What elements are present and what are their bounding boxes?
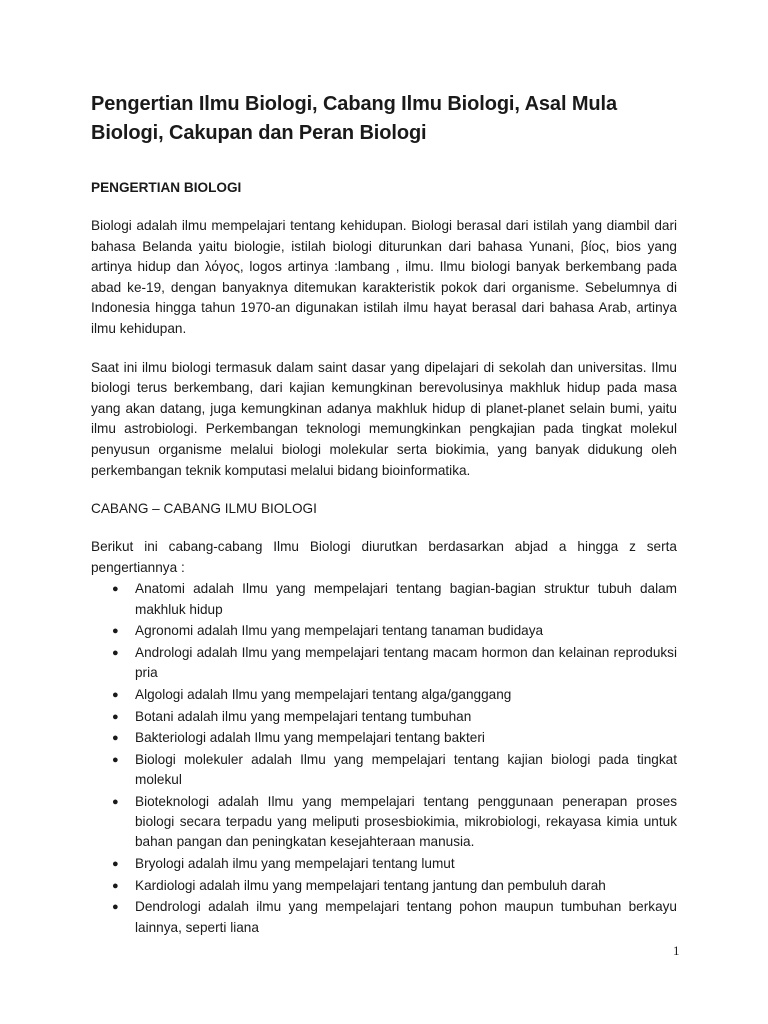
bullet-icon: ● [112, 879, 119, 892]
list-item-text: Anatomi adalah Ilmu yang mempelajari tentang bagian-bagian struktur tubuh dalam makhluk hidup [135, 581, 677, 617]
list-item [91, 685, 677, 705]
bullet-icon: ● [112, 688, 119, 701]
list-item [91, 643, 677, 683]
bullet-icon: ● [112, 583, 119, 596]
list-item-text: Botani adalah ilmu yang mempelajari tentang tumbuhan [135, 708, 472, 724]
list-item [91, 750, 677, 790]
section-heading-cabang: CABANG – CABANG ILMU BIOLOGI [91, 501, 317, 517]
list-item-text: Bryologi adalah ilmu yang mempelajari tentang lumut [135, 855, 455, 871]
bullet-icon: ● [112, 753, 119, 766]
paragraph-development: Saat ini ilmu biologi termasuk dalam saint dasar yang dipelajari di sekolah dan universitas. Ilmu biologi terus berkembang, dari kajian kemungkinan berevolusinya makhluk hidup pada masa yang akan datang, juga kemungkinan adanya makhluk hidup di planet-planet selain bumi, yaitu ilmu astrobiologi. Perkembangan teknologi memungkinkan pengkajian pada tingkat molekul penyusun organisme melalui biologi molekular serta biokimia, yang banyak didukung oleh perkembangan teknik komputasi melalui bidang bioinformatika. [91, 359, 677, 478]
bullet-icon: ● [112, 857, 119, 870]
bullet-icon: ● [112, 646, 119, 659]
list-item-text: Bakteriologi adalah Ilmu yang mempelajari tentang bakteri [135, 730, 485, 746]
paragraph-definition: Biologi adalah ilmu mempelajari tentang kehidupan. Biologi berasal dari istilah yang diambil dari bahasa Belanda yaitu biologie, istilah biologi diturunkan dari bahasa Yunani, βίος, bios yang artinya hidup dan λόγος, logos artinya :lambang , ilmu. Ilmu biologi banyak berkembang pada abad ke-19, dengan banyaknya ditemukan karakteristik pokok dari organisme. Sebelumnya di Indonesia hingga tahun 1970-an digunakan istilah ilmu hayat berasal dari bahasa Arab, artinya ilmu kehidupan. [91, 218, 677, 336]
page-number: 1 [673, 943, 680, 958]
list-item-text: Andrologi adalah Ilmu yang mempelajari tentang macam hormon dan kelainan reproduksi pria [135, 644, 677, 681]
list-item [91, 897, 677, 937]
list-item-text: Dendrologi adalah ilmu yang mempelajari tentang pohon maupun tumbuhan berkayu lainnya, seperti liana [135, 899, 677, 935]
list-item [91, 854, 677, 874]
list-item-text: Bioteknologi adalah Ilmu yang mempelajari tentang penggunaan penerapan proses biologi secara terpadu yang meliputi prosesbiokimia, mikrobiologi, rekayasa kimia untuk bahan pangan dan peningkatan kesejahteraan manusia. [135, 793, 677, 850]
list-item-text: Kardiologi adalah ilmu yang mempelajari tentang jantung dan pembuluh darah [135, 877, 606, 893]
document-title: Pengertian Ilmu Biologi, Cabang Ilmu Biologi, Asal Mula Biologi, Cakupan dan Peran Biologi [91, 93, 618, 144]
list-item-text: Biologi molekuler adalah Ilmu yang mempelajari tentang kajian biologi pada tingkat molekul [135, 751, 677, 788]
list-item-text: Algologi adalah Ilmu yang mempelajari tentang alga/ganggang [135, 686, 512, 702]
list-item [91, 579, 677, 619]
list-item-text: Agronomi adalah Ilmu yang mempelajari tentang tanaman budidaya [135, 623, 544, 639]
list-item [91, 707, 677, 727]
bullet-icon: ● [112, 710, 119, 723]
bullet-icon: ● [112, 732, 119, 745]
bullet-icon: ● [112, 625, 119, 638]
list-intro: Berikut ini cabang-cabang Ilmu Biologi diurutkan berdasarkan abjad a hingga z serta pengertiannya : [91, 539, 677, 575]
document-page [91, 90, 677, 939]
section-heading-pengertian: PENGERTIAN BIOLOGI [91, 180, 242, 195]
bullet-icon: ● [112, 901, 119, 914]
list-item [91, 621, 677, 641]
list-item [91, 792, 677, 853]
list-item [91, 728, 677, 748]
branch-list [91, 579, 677, 937]
bullet-icon: ● [112, 795, 119, 808]
list-item [91, 876, 677, 896]
